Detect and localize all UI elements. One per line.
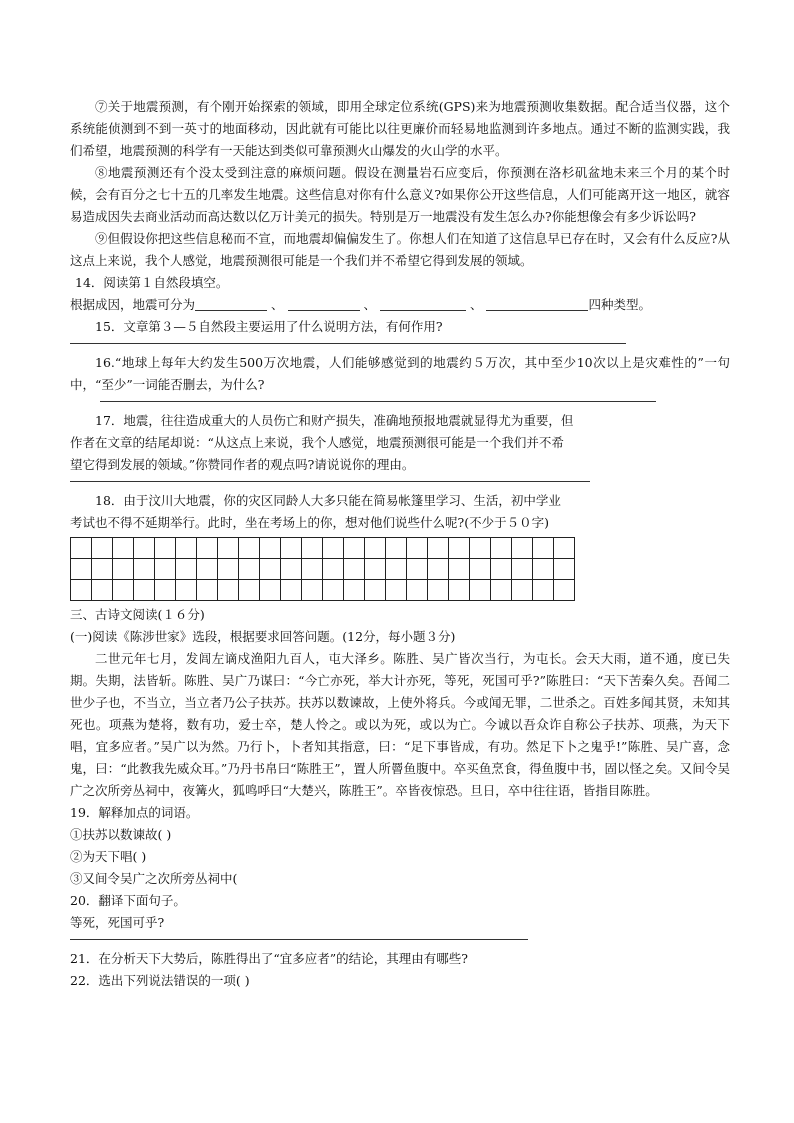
- question-21: 21．在分析天下大势后，陈胜得出了“宜多应者”的结论，其理由有哪些?: [70, 951, 468, 966]
- grid-cell[interactable]: [491, 559, 512, 580]
- grid-cell[interactable]: [302, 559, 323, 580]
- grid-cell[interactable]: [218, 559, 239, 580]
- grid-cell[interactable]: [554, 538, 575, 559]
- grid-cell[interactable]: [512, 580, 533, 601]
- q14-sep-1: 、: [271, 297, 284, 312]
- grid-cell[interactable]: [281, 538, 302, 559]
- grid-cell[interactable]: [218, 538, 239, 559]
- grid-cell[interactable]: [512, 559, 533, 580]
- question-20: 20．翻译下面句子。: [70, 893, 186, 908]
- grid-cell[interactable]: [218, 580, 239, 601]
- grid-cell[interactable]: [176, 538, 197, 559]
- question-14-fill-line: [70, 294, 730, 316]
- grid-cell[interactable]: [449, 580, 470, 601]
- question-17-line-1: 17．地震，往往造成重大的人员伤亡和财产损失，准确地预报地震就显得尤为重要，但: [95, 413, 574, 428]
- grid-cell[interactable]: [239, 559, 260, 580]
- grid-cell[interactable]: [92, 538, 113, 559]
- grid-cell[interactable]: [407, 580, 428, 601]
- grid-cell[interactable]: [113, 580, 134, 601]
- grid-cell[interactable]: [365, 580, 386, 601]
- answer-line-17[interactable]: [70, 480, 590, 482]
- question-19-b: ②为天下唱( ): [70, 849, 147, 864]
- grid-cell[interactable]: [302, 580, 323, 601]
- q14-blank-4[interactable]: [486, 296, 588, 311]
- exam-page: [70, 96, 730, 992]
- question-18-line-2: 考试也不得不延期举行。此时，坐在考场上的你，想对他们说些什么呢?(不少于５０字): [70, 515, 549, 530]
- q14-end: 四种类型。: [588, 297, 651, 312]
- grid-cell[interactable]: [176, 580, 197, 601]
- grid-cell[interactable]: [155, 559, 176, 580]
- grid-cell[interactable]: [134, 559, 155, 580]
- grid-cell[interactable]: [554, 559, 575, 580]
- grid-cell[interactable]: [239, 580, 260, 601]
- grid-cell[interactable]: [197, 559, 218, 580]
- grid-cell[interactable]: [260, 559, 281, 580]
- grid-cell[interactable]: [491, 580, 512, 601]
- paragraph-9: ⑨但假设你把这些信息秘而不宣，而地震却偏偏发生了。你想人们在知道了这信息早已存在时，又会有什么反应?从这点上来说，我个人感觉，地震预测很可能是一个我们并不希望它得到发展的领域。: [70, 231, 730, 268]
- grid-cell[interactable]: [449, 538, 470, 559]
- grid-cell[interactable]: [155, 580, 176, 601]
- answer-line-16[interactable]: [100, 400, 656, 402]
- q14-sep-2: 、: [363, 297, 376, 312]
- grid-cell[interactable]: [197, 538, 218, 559]
- q14-blank-3[interactable]: [380, 296, 466, 311]
- grid-cell[interactable]: [428, 559, 449, 580]
- paragraph-8: ⑧地震预测还有个没太受到注意的麻烦问题。假设在测量岩石应变后，你预测在洛杉矶盆地未来三个月的某个时候，会有百分之七十五的几率发生地震。这些信息对你有什么意义?如果你公开这些信息，人们可能离开这一地区，就容易造成因失去商业活动而高达数以亿万计美元的损失。特别是万一地震没有发生怎么办?你能想像会有多少诉讼吗?: [70, 165, 730, 224]
- grid-cell[interactable]: [134, 580, 155, 601]
- q14-blank-1[interactable]: [195, 296, 267, 311]
- grid-cell[interactable]: [113, 559, 134, 580]
- paragraph-7: ⑦关于地震预测，有个刚开始探索的领域，即用全球定位系统(GPS)来为地震预测收集数据。配合适当仪器，这个系统能侦测到不到一英寸的地面移动，因此就有可能比以往更廉价而轻易地监测到许多地点。通过不断的监测实践，我们希望，地震预测的科学有一天能达到类似可靠预测火山爆发的火山学的水平。: [70, 99, 730, 158]
- grid-cell[interactable]: [386, 559, 407, 580]
- grid-cell[interactable]: [344, 580, 365, 601]
- question-19-a: ①扶苏以数谏故( ): [70, 827, 172, 842]
- grid-cell[interactable]: [365, 538, 386, 559]
- question-15: 15．文章第３—５自然段主要运用了什么说明方法，有何作用?: [95, 319, 443, 334]
- grid-cell[interactable]: [407, 538, 428, 559]
- grid-cell[interactable]: [449, 559, 470, 580]
- grid-cell[interactable]: [92, 580, 113, 601]
- chen-she-passage: 二世元年七月，发闾左谪戍渔阳九百人，屯大泽乡。陈胜、吴广皆次当行，为屯长。会天大雨，道不通，度已失期。失期，法皆斩。陈胜、吴广乃谋曰：“今亡亦死，举大计亦死，等死，死国可乎?”陈胜曰：“天下苦秦久矣。吾闻二世少子也，不当立，当立者乃公子扶苏。扶苏以数谏故，上使外将兵。今或闻无罪，二世杀之。百姓多闻其贤，未知其死也。项燕为楚将，数有功，爱士卒，楚人怜之。或以为死，或以为亡。今诚以吾众诈自称公子扶苏、项燕，为天下唱，宜多应者。”吴广以为然。乃行卜，卜者知其指意，曰：“足下事皆成，有功。然足下卜之鬼乎!”陈胜、吴广喜，念鬼，曰：“此教我先威众耳。”乃丹书帛曰“陈胜王”，置人所罾鱼腹中。卒买鱼烹食，得鱼腹中书，固以怪之矣。又间令吴广之次所旁丛祠中，夜篝火，狐鸣呼曰“大楚兴，陈胜王”。卒皆夜惊恐。旦日，卒中往往语，皆指目陈胜。: [70, 651, 730, 798]
- grid-cell[interactable]: [281, 580, 302, 601]
- grid-cell[interactable]: [113, 538, 134, 559]
- grid-cell[interactable]: [344, 559, 365, 580]
- grid-cell[interactable]: [512, 538, 533, 559]
- grid-cell[interactable]: [386, 538, 407, 559]
- grid-cell[interactable]: [323, 538, 344, 559]
- question-22: 22．选出下列说法错误的一项( ): [70, 973, 250, 988]
- grid-cell[interactable]: [386, 580, 407, 601]
- grid-cell[interactable]: [92, 559, 113, 580]
- grid-cell[interactable]: [281, 559, 302, 580]
- answer-line-15[interactable]: [70, 342, 626, 344]
- grid-cell[interactable]: [197, 580, 218, 601]
- q14-blank-2[interactable]: [288, 296, 360, 311]
- q14-lead: 根据成因，地震可分为: [70, 297, 196, 312]
- grid-cell[interactable]: [533, 559, 554, 580]
- section-3-subheading: (一)阅读《陈涉世家》选段，根据要求回答问题。(12分，每小题３分): [70, 629, 456, 644]
- grid-cell[interactable]: [428, 580, 449, 601]
- grid-cell[interactable]: [407, 559, 428, 580]
- question-17-line-3: 望它得到发展的领域。”你赞同作者的观点吗?请说说你的理由。: [70, 457, 415, 472]
- grid-row: [71, 538, 575, 559]
- grid-cell[interactable]: [554, 580, 575, 601]
- grid-cell[interactable]: [239, 538, 260, 559]
- grid-cell[interactable]: [470, 580, 491, 601]
- question-18-line-1: 18．由于汶川大地震，你的灾区同龄人大多只能在简易帐篷里学习、生活，初中学业: [95, 493, 561, 508]
- grid-cell[interactable]: [71, 559, 92, 580]
- question-14: 14．阅读第１自然段填空。: [75, 275, 229, 290]
- question-19: 19．解释加点的词语。: [70, 805, 199, 820]
- grid-cell[interactable]: [533, 580, 554, 601]
- question-16: 16.“地球上每年大约发生500万次地震，人们能够感觉到的地震约５万次，其中至少10次以上是灾难性的”一句中，“至少”一词能否删去，为什么?: [70, 355, 730, 392]
- grid-cell[interactable]: [470, 538, 491, 559]
- grid-cell[interactable]: [176, 559, 197, 580]
- grid-cell[interactable]: [155, 538, 176, 559]
- grid-cell[interactable]: [260, 580, 281, 601]
- q14-sep-3: 、: [469, 297, 483, 312]
- grid-cell[interactable]: [533, 538, 554, 559]
- question-17-line-2: 作者在文章的结尾却说：“从这点上来说，我个人感觉，地震预测很可能是一个我们并不希: [70, 435, 564, 450]
- grid-cell[interactable]: [491, 538, 512, 559]
- grid-row: [71, 580, 575, 601]
- grid-cell[interactable]: [134, 538, 155, 559]
- question-20-sentence: 等死，死国可乎?: [70, 915, 165, 930]
- question-19-c: ③又间令吴广之次所旁丛祠中(: [70, 871, 238, 886]
- grid-cell[interactable]: [71, 580, 92, 601]
- grid-row: [71, 559, 575, 580]
- grid-cell[interactable]: [428, 538, 449, 559]
- writing-grid[interactable]: [70, 537, 575, 601]
- grid-cell[interactable]: [323, 580, 344, 601]
- grid-cell[interactable]: [260, 538, 281, 559]
- grid-cell[interactable]: [323, 559, 344, 580]
- answer-line-20[interactable]: [70, 938, 528, 940]
- grid-cell[interactable]: [365, 559, 386, 580]
- grid-cell[interactable]: [302, 538, 323, 559]
- grid-cell[interactable]: [71, 538, 92, 559]
- section-3-heading: 三、古诗文阅读(１６分): [70, 607, 205, 622]
- grid-cell[interactable]: [344, 538, 365, 559]
- grid-cell[interactable]: [470, 559, 491, 580]
